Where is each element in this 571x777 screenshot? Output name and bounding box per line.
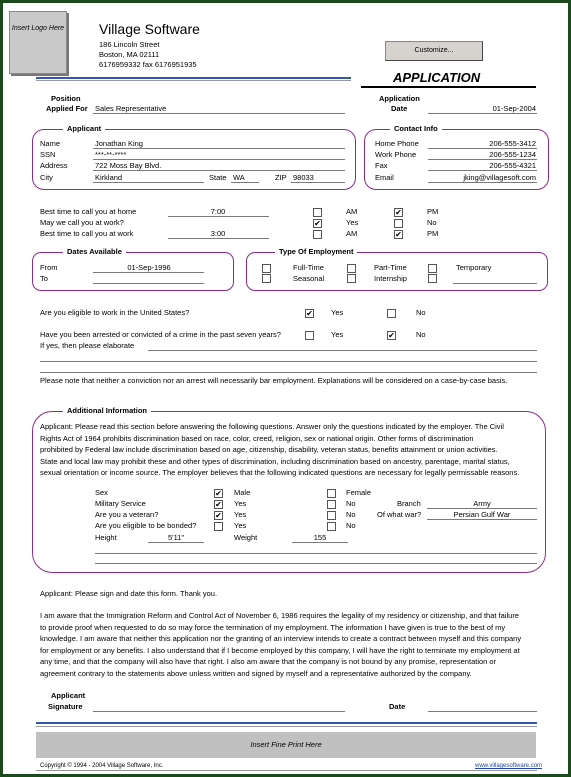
additional-intro-line: prohibited by Federal law include discrimination based on age, citizenship, disability, veteran status, benefits attainment or union activities. (40, 445, 498, 455)
fax-value[interactable]: 206-555-4321 (489, 161, 536, 170)
female-label: Female (346, 488, 372, 497)
fine-print-text: Insert Fine Print Here (250, 740, 322, 749)
conviction-note: Please note that neither a conviction nor an arrest will necessarily bar employment. Explanations will be considered on a case-by-case basis. (40, 376, 508, 385)
title-underline (361, 86, 536, 88)
ssn-value[interactable]: ***-**-**** (95, 150, 127, 159)
additional-intro-line: Applicant: Please read this section before answering the following questions. Answer only the questions indicated by the employer. The Civil (40, 422, 504, 431)
bonded-no-label: No (346, 521, 356, 530)
legal-line: knowledge. I am aware that neither this application nor the granting of an interview intends to create a contract between myself and this company (40, 634, 522, 644)
position-line (93, 113, 345, 114)
home-am-checkbox[interactable] (313, 208, 322, 217)
applicant-title: Applicant (63, 124, 105, 134)
eligible-no-checkbox[interactable] (387, 309, 396, 318)
weight-value[interactable]: 155 (313, 533, 327, 542)
home-phone-label: Home Phone (375, 139, 419, 148)
name-value[interactable]: Jonathan King (95, 139, 143, 148)
copyright-text: Copyright © 1994 - 2004 Village Software, Inc. (40, 763, 164, 769)
convicted-question: Have you been arrested or convicted of a crime in the past seven years? (40, 330, 281, 339)
work-call-yes-label: Yes (346, 218, 359, 227)
bonded-no-checkbox[interactable] (327, 522, 336, 531)
work-call-no-label: No (427, 218, 437, 227)
part-time-checkbox[interactable] (347, 264, 356, 273)
veteran-no-label: No (346, 510, 356, 519)
header-rule-gray (36, 80, 351, 81)
application-date-label: Date (391, 104, 408, 113)
ssn-label: SSN (40, 150, 56, 159)
signature-date-label: Date (389, 702, 406, 711)
legal-line: any time, and that the company will also have that right. I also am aware that the company is not bound by any promise, representation or (40, 657, 497, 667)
legal-line: I am aware that the Immigration Reform and Control Act of November 6, 1986 requires the legality of my residency or citizenship, and that failure (40, 611, 519, 620)
form-title: APPLICATION (393, 70, 481, 85)
military-no-checkbox[interactable] (327, 500, 336, 509)
war-value[interactable]: Persian Gulf War (453, 510, 511, 519)
footer-rule-blue (36, 722, 537, 724)
height-line (148, 542, 204, 543)
legal-line: to provide proof when requested to do so may force the termination of my employment. The information I have given is true to the best of my (40, 622, 506, 632)
additional-intro-line: State and local law may prohibit these and other types of discrimination, including discrimination based on ancestry, parentage, marital status, (40, 456, 510, 466)
company-address1: 186 Lincoln Street (99, 40, 160, 49)
to-label: To (40, 274, 48, 283)
logo-placeholder[interactable] (9, 11, 67, 74)
veteran-no-checkbox[interactable] (327, 511, 336, 520)
weight-line (292, 542, 348, 543)
convicted-no-checkbox[interactable]: ✔ (388, 331, 395, 340)
female-checkbox[interactable] (327, 489, 336, 498)
fine-print-box[interactable] (36, 732, 536, 758)
eligible-question: Are you eligible to work in the United States? (40, 308, 190, 317)
signature-date-line[interactable] (428, 711, 537, 712)
additional-line-1[interactable] (95, 553, 537, 554)
part-time-label: Part-Time (374, 263, 407, 272)
legal-statement (40, 610, 521, 680)
customize-button[interactable]: Customize... (385, 41, 483, 61)
military-no-label: No (346, 499, 356, 508)
temporary-checkbox[interactable] (428, 264, 437, 273)
legal-line: for employment or any benefits. I also understand that if I become employed by this company, I will have the right to terminate my employment at (40, 645, 520, 655)
work-pm-label: PM (427, 229, 439, 238)
height-value[interactable]: 5'11" (167, 533, 185, 542)
additional-intro-line: Rights Act of 1964 prohibits discrimination based on race, color, creed, religion, sex or national origin. Other forms of discrimination (40, 433, 474, 443)
signature-label-2: Signature (48, 702, 83, 711)
state-label: State (209, 173, 227, 182)
home-am-label: AM (346, 207, 358, 216)
height-label: Height (95, 533, 117, 542)
sign-prompt: Applicant: Please sign and date this form. Thank you. (40, 589, 218, 598)
male-checkbox[interactable]: ✔ (215, 489, 222, 498)
time-row-line (168, 216, 269, 217)
additional-line-2[interactable] (95, 563, 537, 564)
war-label: Of what war? (377, 510, 422, 519)
home-phone-line (428, 148, 537, 149)
male-label: Male (234, 488, 251, 497)
military-yes-checkbox[interactable]: ✔ (215, 500, 222, 509)
full-time-label: Full-Time (293, 263, 324, 272)
time-row-label: Best time to call you at home (40, 207, 137, 216)
work-am-label: AM (346, 229, 358, 238)
branch-value[interactable]: Army (473, 499, 491, 508)
name-label: Name (40, 139, 61, 148)
zip-line (291, 182, 345, 183)
time-row-label: Best time to call you at work (40, 229, 134, 238)
other-employment-checkbox[interactable] (428, 274, 437, 283)
company-name: Village Software (99, 21, 200, 37)
work-am-checkbox[interactable] (313, 230, 322, 239)
war-line (427, 519, 537, 520)
branch-label: Branch (397, 499, 421, 508)
seasonal-label: Seasonal (293, 274, 325, 283)
email-value[interactable]: jking@villagesoft.com (463, 173, 536, 182)
application-label: Application (379, 94, 420, 103)
bonded-yes-checkbox[interactable] (214, 522, 223, 531)
elaborate-line-2[interactable] (40, 361, 537, 362)
convicted-yes-checkbox[interactable] (305, 331, 314, 340)
position-value[interactable]: Sales Representative (95, 104, 167, 113)
zip-value[interactable]: 98033 (293, 173, 314, 182)
home-phone-value[interactable]: 206-555-3412 (489, 139, 536, 148)
military-yes-label: Yes (234, 499, 247, 508)
internship-checkbox[interactable] (347, 274, 356, 283)
state-value[interactable]: WA (233, 173, 245, 182)
city-line (93, 182, 204, 183)
zip-label: ZIP (275, 173, 287, 182)
sex-label: Sex (95, 488, 108, 497)
legal-line: agreement contrary to the statements above unless written and signed by myself and a representative authorized by the company. (40, 668, 472, 678)
veteran-yes-checkbox[interactable]: ✔ (215, 511, 222, 520)
work-phone-label: Work Phone (375, 150, 417, 159)
ssn-line (93, 159, 345, 160)
application-date-line (428, 113, 537, 114)
company-address2: Boston, MA 02111 (99, 50, 160, 59)
additional-intro (40, 421, 519, 479)
website-link[interactable]: www.villagesoftware.com (475, 763, 543, 769)
logo-text: Insert Logo Here (11, 25, 65, 32)
work-phone-value[interactable]: 206-555-1234 (489, 150, 536, 159)
from-line (93, 272, 204, 273)
work-phone-line (428, 159, 537, 160)
from-label: From (40, 263, 58, 272)
military-label: Military Service (95, 499, 146, 508)
contact-title: Contact Info (390, 124, 442, 134)
weight-label: Weight (234, 533, 258, 542)
time-row-value[interactable]: 7:00 (210, 207, 226, 216)
eligible-no-label: No (416, 308, 426, 317)
elaborate-line-1[interactable] (148, 350, 537, 351)
convicted-no-label: No (416, 330, 426, 339)
dates-title: Dates Available (63, 247, 126, 257)
branch-line (427, 508, 537, 509)
bottom-rule (36, 770, 537, 771)
signature-label-1: Applicant (51, 691, 86, 700)
convicted-yes-label: Yes (331, 330, 344, 339)
header-rule-blue (36, 77, 351, 79)
fax-label: Fax (375, 161, 388, 170)
other-employment-line (453, 283, 537, 284)
time-row-line (168, 238, 269, 239)
from-value[interactable]: 01-Sep-1996 (127, 263, 171, 272)
address-value[interactable]: 722 Moss Bay Blvd. (95, 161, 162, 170)
name-line (93, 148, 345, 149)
email-label: Email (375, 173, 394, 182)
fax-line (428, 170, 537, 171)
full-time-checkbox[interactable] (262, 264, 271, 273)
state-line (231, 182, 259, 183)
time-row-label: May we call you at work? (40, 218, 124, 227)
application-date-value[interactable]: 01-Sep-2004 (492, 104, 536, 113)
home-pm-label: PM (427, 207, 439, 216)
elaborate-line-3[interactable] (40, 372, 537, 373)
address-line (93, 170, 345, 171)
city-value[interactable]: Kirkland (95, 173, 123, 182)
employment-title: Type Of Employment (275, 247, 357, 257)
eligible-yes-label: Yes (331, 308, 344, 317)
work-call-yes-checkbox[interactable]: ✔ (314, 219, 321, 228)
internship-label: Internship (374, 274, 407, 283)
to-line (93, 283, 204, 284)
bonded-label: Are you eligible to be bonded? (95, 521, 197, 530)
additional-intro-line: sexual orientation or income source. The employer believes that the following indicated questions are necessary for legally permissable reasons. (40, 468, 520, 478)
email-line (428, 182, 537, 183)
bonded-yes-label: Yes (234, 521, 247, 530)
veteran-label: Are you a veteran? (95, 510, 159, 519)
temporary-label: Temporary (456, 263, 492, 272)
applied-for-label: Applied For (46, 104, 88, 113)
eligible-yes-checkbox[interactable]: ✔ (306, 309, 313, 318)
veteran-yes-label: Yes (234, 510, 247, 519)
time-row-value[interactable]: 3:00 (210, 229, 226, 238)
footer-rule-gray (36, 726, 537, 727)
seasonal-checkbox[interactable] (262, 274, 271, 283)
work-pm-checkbox[interactable]: ✔ (395, 230, 402, 239)
company-phones: 6176959332 fax 6176951935 (99, 60, 197, 69)
address-label: Address (40, 161, 68, 170)
signature-line[interactable] (93, 711, 345, 712)
additional-title: Additional Information (63, 406, 151, 416)
work-call-no-checkbox[interactable] (394, 219, 403, 228)
position-label: Position (51, 94, 81, 103)
city-label: City (40, 173, 53, 182)
elaborate-label: If yes, then please elaborate (40, 341, 135, 350)
home-pm-checkbox[interactable]: ✔ (395, 208, 402, 217)
